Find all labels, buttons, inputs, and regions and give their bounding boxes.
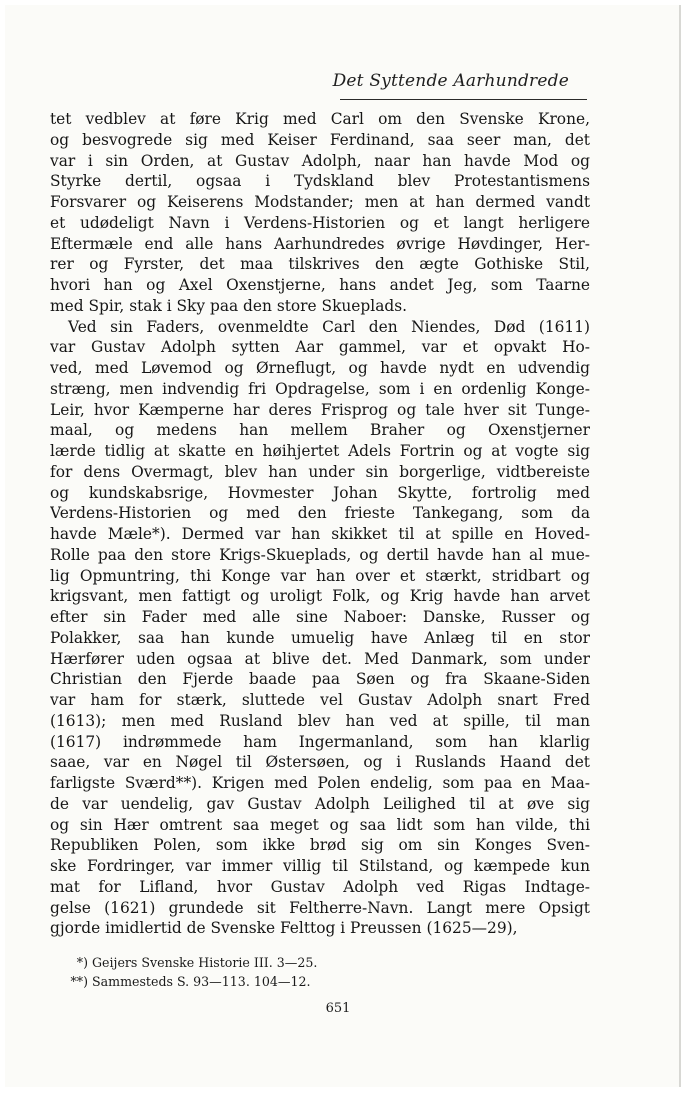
text-line: et udødeligt Navn i Verdens-Historien og et langt herligere [50,213,590,232]
running-head: Det Syttende Aarhundrede [332,71,569,91]
text-line: gjorde imidlertid de Svenske Felttog i Preussen (1625—29), [50,919,518,938]
page-number: 651 [325,1001,351,1016]
text-line: de var uendelig, gav Gustav Adolph Leilighed til at øve sig [50,794,590,813]
footnote-text: Geijers Svenske Historie III. 3—25. [92,955,318,970]
text-line: og besvogrede sig med Keiser Ferdinand, saa seer man, det [50,130,590,149]
text-line: ske Fordringer, var immer villig til Stilstand, og kæmpede kun [50,857,590,875]
text-line: (1617) indrømmede ham Ingermanland, som han klarlig [50,732,590,751]
text-line: med Spir, stak i Sky paa den store Skueplads. [50,296,408,315]
text-line: Leir, hvor Kæmperne har deres Frisprog og tale hver sit Tunge- [50,400,590,419]
running-head-rule [340,99,587,100]
text-line: farligste Sværd**). Krigen med Polen endelig, som paa en Maa- [50,774,590,792]
text-line: Styrke dertil, ogsaa i Tydskland blev Protestantismens [50,172,590,191]
text-line: og sin Hær omtrent saa meget og saa lidt som han vilde, thi [50,815,590,834]
text-line: saae, var en Nøgel til Østersøen, og i Ruslands Haand det [50,753,590,772]
text-line: gelse (1621) grundede sit Feltherre-Navn. Langt mere Opsigt [50,898,590,917]
text-line: Rolle paa den store Krigs-Skueplads, og dertil havde han al mue- [50,545,590,564]
text-line: efter sin Fader med alle sine Naboer: Danske, Russer og [50,608,590,626]
text-line: mat for Lifland, hvor Gustav Adolph ved Rigas Indtage- [50,877,590,896]
text-line: Ved sin Faders, ovenmeldte Carl den Niendes, Død (1611) [68,317,590,336]
footnote-mark: **) [70,974,88,989]
text-line: Eftermæle end alle hans Aarhundredes øvrige Høvdinger, Her- [50,234,590,253]
text-line: lig Opmuntring, thi Konge var han over et stærkt, stridbart og [50,566,590,585]
text-line: var ham for stærk, sluttede vel Gustav Adolph snart Fred [50,691,590,709]
text-line: ved, med Løvemod og Ørneflugt, og havde nydt en udvendig [50,359,590,377]
text-line: maal, og medens han mellem Braher og Oxenstjerner [50,421,590,440]
footnote [50,953,590,972]
text-line: (1613); men med Rusland blev han ved at spille, til man [50,711,590,730]
text-line: var i sin Orden, at Gustav Adolph, naar han havde Mod og [50,151,590,170]
text-line: for dens Overmagt, blev han under sin borgerlige, vidtbereiste [50,462,590,481]
footnote [50,972,590,991]
text-line: var Gustav Adolph sytten Aar gammel, var et opvakt Ho- [50,338,590,357]
text-line: rer og Fyrster, det maa tilskrives den ægte Gothiske Stil, [50,255,590,274]
text-line: Verdens-Historien og med den frieste Tankegang, som da [50,504,590,523]
text-line: Forsvarer og Keiserens Modstander; men at han dermed vandt [50,193,590,211]
text-line: og kundskabsrige, Hovmester Johan Skytte, fortrolig med [50,483,590,502]
text-line: tet vedblev at føre Krig med Carl om den Svenske Krone, [50,110,590,128]
text-line: lærde tidlig at skatte en høihjertet Adels Fortrin og at vogte sig [50,442,590,460]
footnotes [50,953,590,991]
text-line: hvori han og Axel Oxenstjerne, hans andet Jeg, som Taarne [50,276,590,294]
text-line: havde Mæle*). Dermed var han skikket til at spille en Hoved- [50,525,590,543]
footnote-text: Sammesteds S. 93—113. 104—12. [92,974,311,989]
text-line: krigsvant, men fattigt og uroligt Folk, og Krig havde han arvet [50,587,590,606]
text-line: Christian den Fjerde baade paa Søen og fra Skaane-Siden [50,670,590,689]
book-page [5,5,681,1087]
text-line: Polakker, saa han kunde umuelig have Anlæg til en stor [50,628,590,647]
body-text [50,109,590,939]
footnote-mark: *) [76,955,88,970]
text-line: Republiken Polen, som ikke brød sig om sin Konges Sven- [50,836,590,855]
text-line: Hærfører uden ogsaa at blive det. Med Danmark, som under [50,649,590,668]
text-line: stræng, men indvendig fri Opdragelse, som i en ordenlig Konge- [50,379,590,398]
